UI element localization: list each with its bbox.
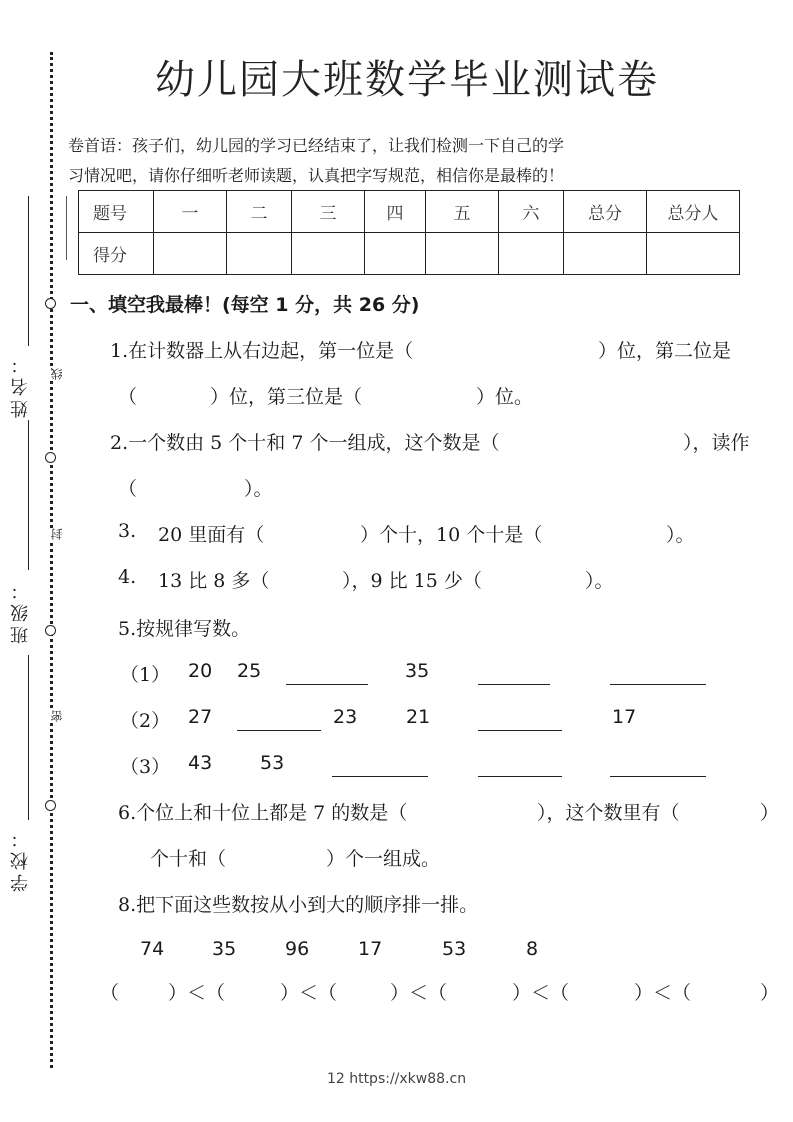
q8-order-part: （: [100, 982, 120, 1004]
page-title: 幼儿园大班数学毕业测试卷: [155, 57, 659, 103]
q5-answer-blank[interactable]: [478, 775, 562, 777]
q4-text-c: ），9 比 15 少（: [342, 570, 482, 592]
q8-number: 74: [140, 938, 165, 960]
q5-answer-blank[interactable]: [237, 729, 321, 731]
q5-row1-value: 20: [188, 660, 213, 682]
q5-row2-value: 17: [612, 706, 637, 728]
name-write-line[interactable]: [28, 196, 29, 346]
q3-text-b: 20 里面有（: [158, 524, 265, 546]
q6-text-c: ）: [760, 802, 780, 824]
q8-number: 96: [285, 938, 310, 960]
header-cell: 一: [154, 191, 227, 233]
header-cell: 总分: [564, 191, 647, 233]
score-table-score-row: [79, 233, 740, 275]
q4-text-d: ）。: [585, 570, 614, 592]
score-table: [78, 190, 740, 275]
q5-row2-label: （2）: [120, 710, 171, 732]
q8-number: 53: [442, 938, 467, 960]
q5-answer-blank[interactable]: [286, 683, 368, 685]
name-label: 姓名：: [10, 352, 31, 418]
binding-hole: [45, 800, 56, 811]
section-1-title: 一、填空我最棒！(每空 1 分，共 26 分): [70, 294, 420, 316]
binding-hole: [45, 625, 56, 636]
seal-feng-char: 封: [50, 528, 64, 540]
binding-hole: [45, 452, 56, 463]
q6-text-b: ），这个数里有（: [537, 802, 680, 824]
q6-text-a: 6.个位上和十位上都是 7 的数是（: [118, 802, 408, 824]
q8-order-part: ）＜（: [280, 982, 338, 1004]
page-footer: 12 https://xkw88.cn: [326, 1071, 467, 1087]
q3-text-d: ）。: [666, 524, 695, 546]
q8-order-part: ）＜（: [512, 982, 570, 1004]
q8-text: 8.把下面这些数按从小到大的顺序排一排。: [118, 894, 479, 916]
header-cell: 三: [292, 191, 365, 233]
score-cell[interactable]: [292, 233, 365, 275]
q2-text-d: ）。: [244, 478, 273, 500]
q8-number: 17: [358, 938, 383, 960]
intro-line-2: 习情况吧，请你仔细听老师读题，认真把字写规范，相信你是最棒的！: [68, 166, 565, 185]
q3-text-c: ）个十，10 个十是（: [360, 524, 543, 546]
header-cell: 二: [227, 191, 292, 233]
q5-answer-blank[interactable]: [610, 683, 706, 685]
q2-text-c: （: [118, 478, 138, 500]
score-cell[interactable]: [426, 233, 499, 275]
header-cell: 六: [499, 191, 564, 233]
school-write-line[interactable]: [28, 655, 29, 820]
intro-line-1: 卷首语：孩子们，幼儿园的学习已经结束了，让我们检测一下自己的学: [68, 136, 565, 155]
score-cell[interactable]: [154, 233, 227, 275]
header-cell: 总分人: [647, 191, 740, 233]
q2-text-b: ），读作: [683, 432, 750, 454]
score-cell[interactable]: [647, 233, 740, 275]
header-cell: 五: [426, 191, 499, 233]
binding-hole: [45, 298, 56, 309]
q8-order-part: ）＜（: [390, 982, 448, 1004]
q1-text-e: ）位。: [476, 386, 534, 408]
q5-row2-value: 21: [406, 706, 431, 728]
school-label: 学校：: [10, 826, 31, 892]
q8-order-part: ）＜（: [168, 982, 226, 1004]
score-cell[interactable]: [499, 233, 564, 275]
q5-answer-blank[interactable]: [478, 729, 562, 731]
table-bracket: [66, 196, 73, 260]
score-cell[interactable]: [564, 233, 647, 275]
q8-order-part: ）: [760, 982, 780, 1004]
q3-text-a: 3.: [118, 520, 137, 542]
score-table-header-row: [79, 191, 740, 233]
q1-text-a: 1.在计数器上从右边起，第一位是（: [110, 340, 414, 362]
q5-row2-value: 23: [333, 706, 358, 728]
score-cell[interactable]: [365, 233, 426, 275]
binding-dotted-line: [50, 52, 53, 1068]
q8-number: 35: [212, 938, 237, 960]
q8-number: 8: [526, 938, 539, 960]
q5-row1-label: （1）: [120, 664, 171, 686]
row-label-cell: 得分: [79, 233, 154, 275]
seal-mi-char: 密: [50, 710, 64, 722]
q5-answer-blank[interactable]: [478, 683, 550, 685]
q5-row3-value: 53: [260, 752, 285, 774]
q5-row1-value: 35: [405, 660, 430, 682]
q5-row1-value: 25: [237, 660, 262, 682]
q4-text-b: 13 比 8 多（: [158, 570, 270, 592]
q8-order-part: ）＜（: [634, 982, 692, 1004]
q5-row3-label: （3）: [120, 756, 171, 778]
q5-text: 5.按规律写数。: [118, 618, 251, 640]
class-label: 班级：: [10, 578, 31, 644]
q1-text-b: ）位，第二位是: [598, 340, 732, 362]
q5-answer-blank[interactable]: [610, 775, 706, 777]
header-cell: 题号: [79, 191, 154, 233]
q5-answer-blank[interactable]: [332, 775, 428, 777]
score-cell[interactable]: [227, 233, 292, 275]
q2-text-a: 2.一个数由 5 个十和 7 个一组成，这个数是（: [110, 432, 500, 454]
class-write-line[interactable]: [28, 420, 29, 570]
header-cell: 四: [365, 191, 426, 233]
seal-line-char: 线: [50, 368, 64, 380]
q4-text-a: 4.: [118, 566, 137, 588]
q6-text-d: 个十和（: [150, 848, 227, 870]
q5-row3-value: 43: [188, 752, 213, 774]
q1-text-d: ）位，第三位是（: [210, 386, 363, 408]
q6-text-e: ）个一组成。: [326, 848, 441, 870]
q5-row2-value: 27: [188, 706, 213, 728]
q1-text-c: （: [118, 386, 138, 408]
